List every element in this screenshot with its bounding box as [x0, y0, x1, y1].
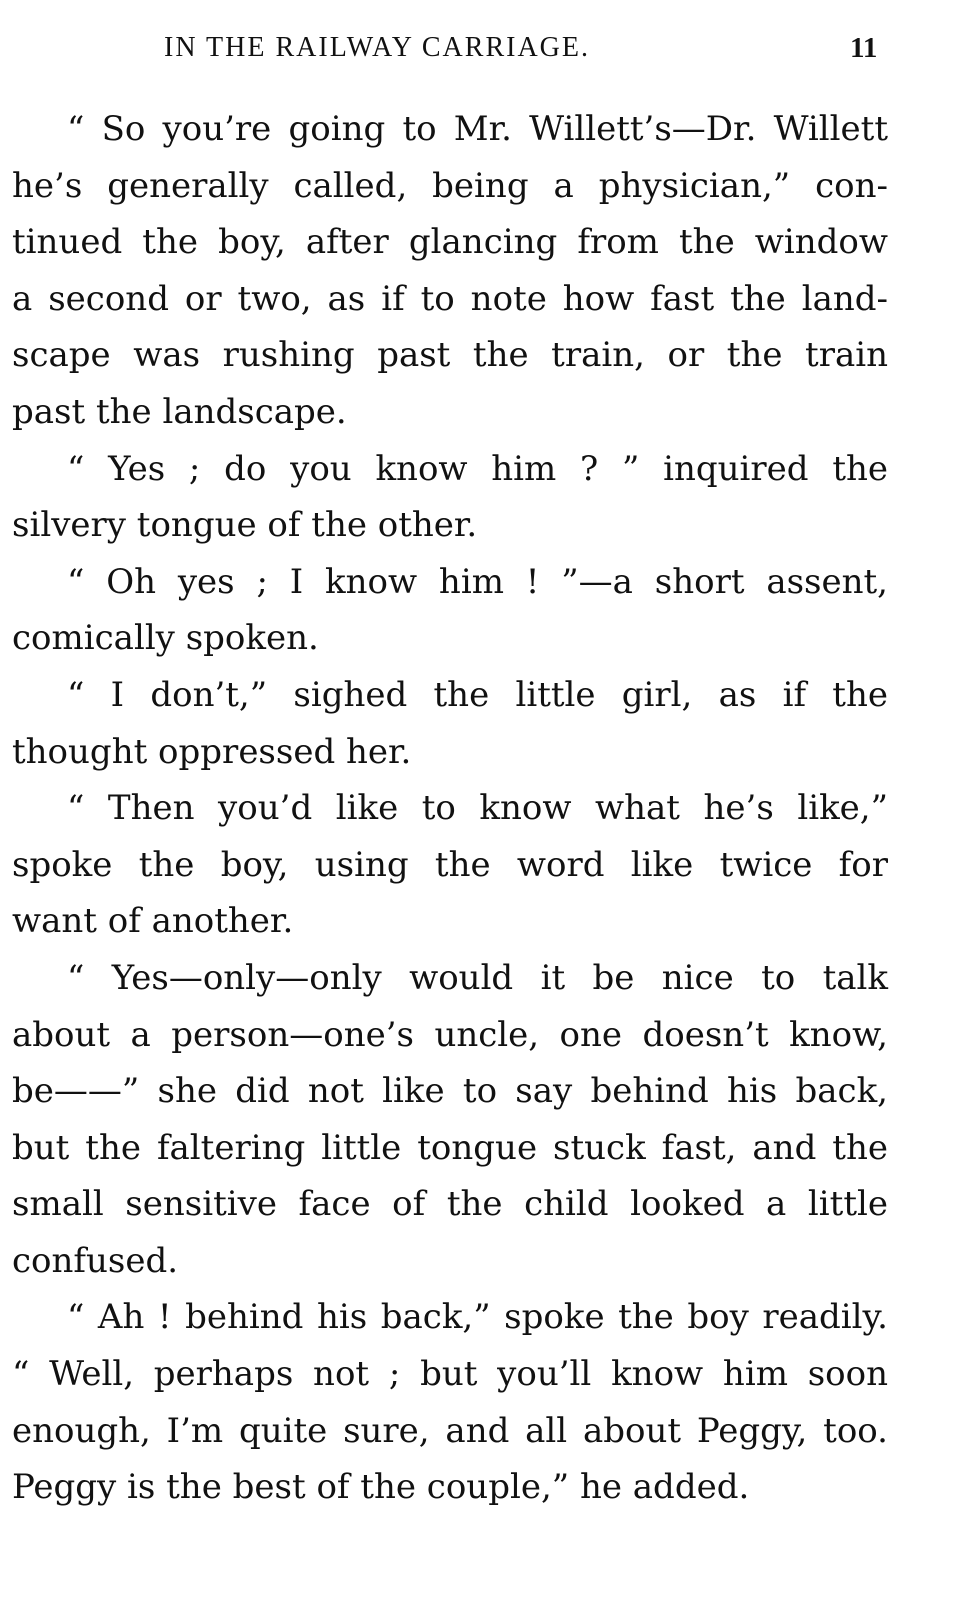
text-line: “ Yes—only—only would it be nice to talk — [67, 957, 888, 998]
text-line: enough, I’m quite sure, and all about Peggy, too. — [12, 1410, 888, 1451]
text-line: “ Yes ; do you know him ? ” inquired the — [67, 448, 888, 489]
text-line: tinued the boy, after glancing from the window — [12, 222, 888, 263]
text-line: “ Oh yes ; I know him ! ”—a short assent, — [67, 561, 888, 602]
text-line: small sensitive face of the child looked a little — [12, 1184, 888, 1225]
text-line: past the landscape. — [12, 391, 347, 432]
text-line: “ Ah ! behind his back,” spoke the boy readily. — [67, 1297, 888, 1338]
text-line: be——” she did not like to say behind his back, — [12, 1071, 888, 1112]
running-head — [0, 28, 959, 68]
body-text — [12, 101, 888, 1516]
text-line: spoke the boy, using the word like twice for — [12, 844, 888, 885]
text-line: “ Then you’d like to know what he’s like,” — [67, 788, 888, 829]
text-line: confused. — [12, 1240, 179, 1281]
text-line: “ So you’re going to Mr. Willett’s—Dr. Willett — [67, 109, 888, 149]
text-line: “ I don’t,” sighed the little girl, as if the — [67, 674, 888, 715]
chapter-title: IN THE RAILWAY CARRIAGE. — [164, 32, 590, 63]
text-line: want of another. — [12, 901, 294, 942]
text-line: about a person—one’s uncle, one doesn’t know, — [12, 1014, 888, 1055]
text-line: thought oppressed her. — [12, 731, 412, 772]
text-line: scape was rushing past the train, or the train — [12, 335, 888, 376]
text-line: he’s generally called, being a physician,” con- — [12, 165, 888, 206]
text-line: silvery tongue of the other. — [12, 505, 478, 546]
text-line: “ Well, perhaps not ; but you’ll know him soon — [12, 1354, 888, 1395]
text-line: a second or two, as if to note how fast the land- — [12, 278, 888, 319]
page-number: 11 — [850, 32, 878, 64]
text-line: Peggy is the best of the couple,” he added. — [12, 1467, 750, 1508]
text-line: but the faltering little tongue stuck fast, and the — [12, 1127, 888, 1168]
text-line: comically spoken. — [12, 618, 319, 659]
